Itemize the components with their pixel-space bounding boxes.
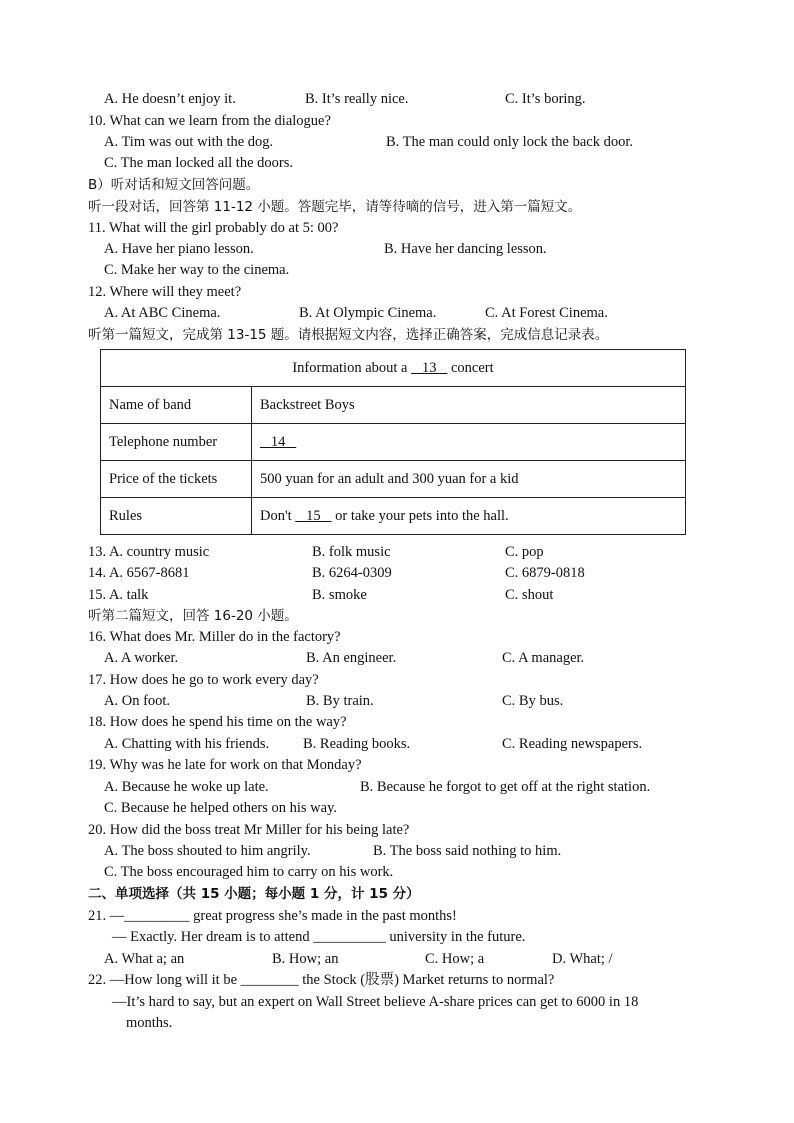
q21-line1: 21. —_________ great progress she’s made in the past months!: [88, 908, 457, 924]
rule-prefix: Don't: [260, 507, 292, 524]
q21-option-d: D. What; /: [552, 951, 613, 967]
q12-option-a: A. At ABC Cinema.: [104, 305, 221, 321]
q11-option-b: B. Have her dancing lesson.: [384, 241, 547, 257]
q16-question: 16. What does Mr. Miller do in the factory?: [88, 629, 341, 645]
q16-option-c: C. A manager.: [502, 650, 585, 666]
q13-option-c: C. pop: [505, 544, 544, 560]
q13-option-a: 13. A. country music: [88, 544, 210, 560]
table-title: [101, 350, 686, 387]
table-key: Telephone number: [101, 424, 252, 461]
q18-question: 18. How does he spend his time on the way?: [88, 714, 347, 730]
q20-option-c: C. The boss encouraged him to carry on his work.: [104, 864, 394, 880]
q15-option-b: B. smoke: [312, 587, 367, 603]
q17-option-b: B. By train.: [306, 693, 374, 709]
q17-option-c: C. By bus.: [502, 693, 564, 709]
table-key: Name of band: [101, 387, 252, 424]
table-key: Price of the tickets: [101, 461, 252, 498]
q11-question: 11. What will the girl probably do at 5: 00?: [88, 220, 339, 236]
q15-option-c: C. shout: [505, 587, 554, 603]
q18-option-b: B. Reading books.: [303, 736, 411, 752]
table-title-row: [101, 350, 686, 387]
q9-option-a: A. He doesn’t enjoy it.: [104, 91, 236, 107]
q15-option-a: 15. A. talk: [88, 587, 149, 603]
q22-line1: 22. —How long will it be ________ the Stock (股票) Market returns to normal?: [88, 972, 555, 988]
table-value: [252, 424, 686, 461]
table-value: [252, 498, 686, 535]
q10-question: 10. What can we learn from the dialogue?: [88, 113, 331, 129]
q12-question: 12. Where will they meet?: [88, 284, 242, 300]
blank-15: [295, 508, 331, 524]
q10-option-c: C. The man locked all the doors.: [104, 155, 293, 171]
q11-option-c: C. Make her way to the cinema.: [104, 262, 290, 278]
info-record-table: [100, 349, 686, 535]
rule-suffix: or take your pets into the hall.: [335, 507, 509, 524]
table-row: [101, 424, 686, 461]
q16-option-a: A. A worker.: [104, 650, 179, 666]
q12-option-c: C. At Forest Cinema.: [485, 305, 608, 321]
q14-option-c: C. 6879-0818: [505, 565, 585, 581]
blank-14: [260, 434, 296, 450]
q20-option-a: A. The boss shouted to him angrily.: [104, 843, 311, 859]
q12-option-b: B. At Olympic Cinema.: [299, 305, 437, 321]
q14-option-b: B. 6264-0309: [312, 565, 392, 581]
q19-option-a: A. Because he woke up late.: [104, 779, 269, 795]
table-value: 500 yuan for an adult and 300 yuan for a kid: [252, 461, 686, 498]
q22-line2: —It’s hard to say, but an expert on Wall Street believe A-share prices can get to 6000 in 18: [112, 994, 639, 1010]
table-row: [101, 461, 686, 498]
q9-option-b: B. It’s really nice.: [305, 91, 409, 107]
q17-option-a: A. On foot.: [104, 693, 171, 709]
table-title-text: Information about a: [292, 359, 408, 376]
table-key: Rules: [101, 498, 252, 535]
section-b-intro: 听一段对话，回答第 11-12 小题。答题完毕，请等待嘀的信号，进入第一篇短文。: [88, 199, 582, 215]
q13-option-b: B. folk music: [312, 544, 391, 560]
table-row: [101, 498, 686, 535]
q19-option-b: B. Because he forgot to get off at the right station.: [360, 779, 651, 795]
q18-option-c: C. Reading newspapers.: [502, 736, 643, 752]
q10-option-b: B. The man could only lock the back door.: [386, 134, 633, 150]
q21-option-a: A. What a; an: [104, 951, 185, 967]
q20-option-b: B. The boss said nothing to him.: [373, 843, 562, 859]
q21-option-b: B. How; an: [272, 951, 339, 967]
q18-option-a: A. Chatting with his friends.: [104, 736, 270, 752]
q21-option-c: C. How; a: [425, 951, 485, 967]
blank-13-number: 13: [422, 359, 437, 376]
q16-option-b: B. An engineer.: [306, 650, 397, 666]
blank-14-number: 14: [270, 433, 286, 450]
q19-option-c: C. Because he helped others on his way.: [104, 800, 338, 816]
blank-13: [411, 360, 447, 376]
section-b-heading: B）听对话和短文回答问题。: [88, 177, 260, 193]
q22-line3: months.: [126, 1015, 173, 1031]
q10-option-a: A. Tim was out with the dog.: [104, 134, 274, 150]
q9-option-c: C. It’s boring.: [505, 91, 586, 107]
table-title-suffix: concert: [451, 359, 494, 376]
q11-option-a: A. Have her piano lesson.: [104, 241, 254, 257]
q19-question: 19. Why was he late for work on that Monday?: [88, 757, 362, 773]
passage1-intro: 听第一篇短文，完成第 13-15 题。请根据短文内容，选择正确答案，完成信息记录表。: [88, 327, 609, 343]
q21-line2: — Exactly. Her dream is to attend __________ university in the future.: [112, 929, 526, 945]
q17-question: 17. How does he go to work every day?: [88, 672, 319, 688]
q20-question: 20. How did the boss treat Mr Miller for his being late?: [88, 822, 410, 838]
blank-15-number: 15: [306, 507, 321, 524]
part2-heading: 二、单项选择（共 15 小题；每小题 1 分，计 15 分）: [88, 886, 420, 902]
q14-option-a: 14. A. 6567-8681: [88, 565, 190, 581]
passage2-intro: 听第二篇短文，回答 16-20 小题。: [88, 608, 298, 624]
table-row: [101, 387, 686, 424]
table-value: Backstreet Boys: [252, 387, 686, 424]
